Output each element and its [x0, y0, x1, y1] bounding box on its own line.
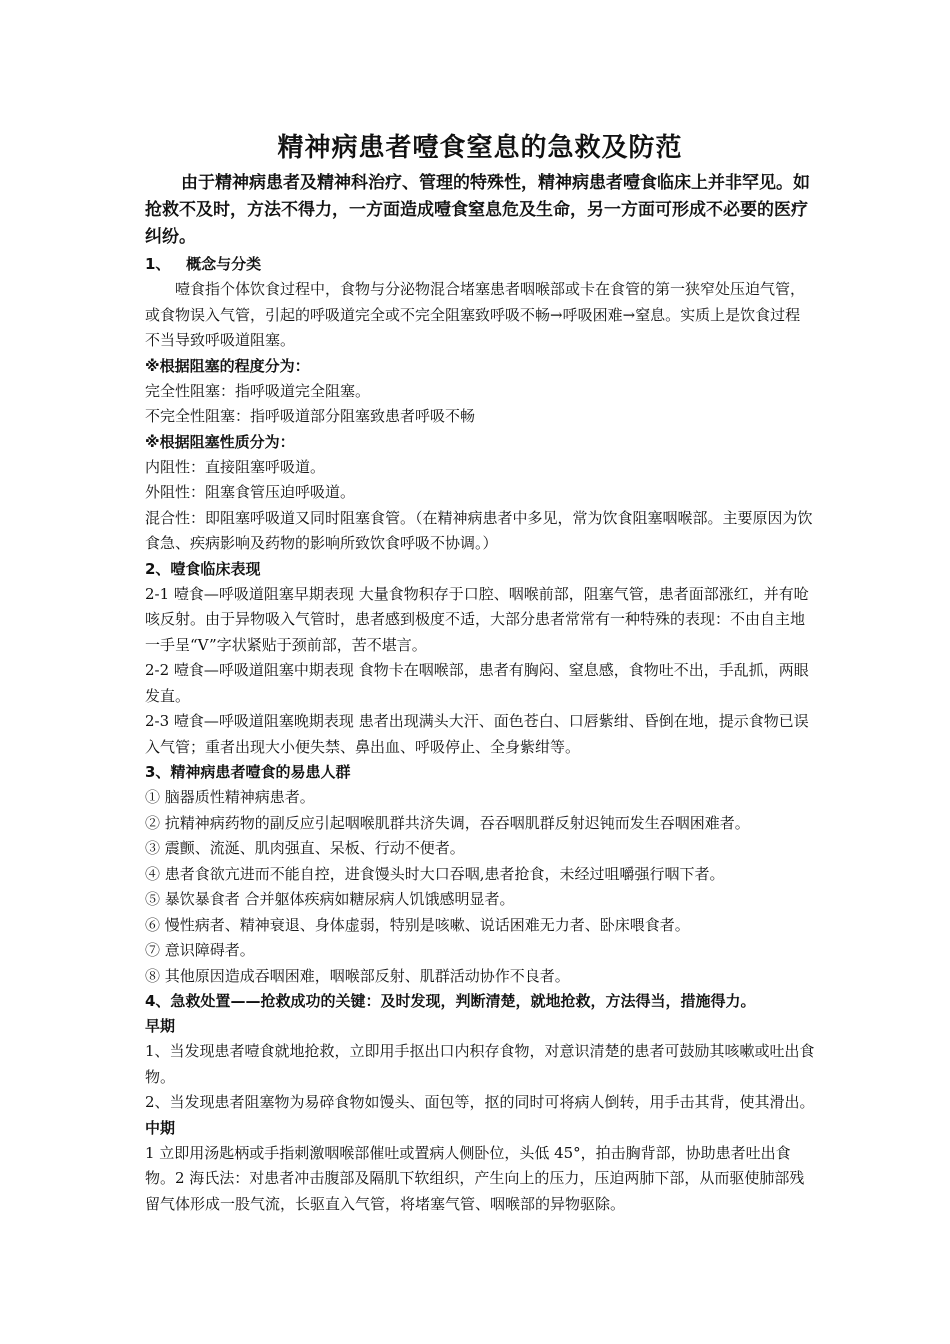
mid-heading: 中期: [145, 1118, 176, 1137]
document-page: [145, 128, 815, 1217]
section-3-heading: 3、精神病患者噎食的易患人群: [145, 763, 351, 781]
list-item: ⑧ 其他原因造成吞咽困难，咽喉部反射、肌群活动协作不良者。: [145, 966, 570, 985]
list-item: 完全性阻塞：指呼吸道完全阻塞。: [145, 381, 371, 400]
early-heading: 早期: [145, 1017, 176, 1035]
definition-paragraph: 噎食指个体饮食过程中，食物与分泌物混合堵塞患者咽喉部或卡在食管的第一狭窄处压迫气管，或食物误入气管，引起的呼吸道完全或不完全阻塞致呼吸不畅→呼吸困难→窒息。实质上是饮食过程不当导致呼吸道阻塞。: [145, 280, 806, 349]
list-item: ⑤ 暴饮暴食者 合并躯体疾病如糖尿病人饥饿感明显者。: [145, 890, 515, 908]
intro-paragraph: 由于精神病患者及精神科治疗、管理的特殊性，精神病患者噎食临床上并非罕见。如抢救不及时，方法不得力，一方面造成噎食窒息危及生命，另一方面可形成不必要的医疗纠纷。: [145, 173, 810, 247]
section-4-heading: 4、急救处置——抢救成功的关键：及时发现，判断清楚，就地抢救，方法得当，措施得力。: [145, 992, 756, 1010]
section-2-heading: 2、噎食临床表现: [145, 559, 261, 578]
page-title: 精神病患者噎食窒息的急救及防范: [277, 133, 683, 163]
list-item: ⑦ 意识障碍者。: [145, 941, 255, 959]
list-item: 2-3 噎食—呼吸道阻塞晚期表现 患者出现满头大汗、面色苍白、口唇紫绀、昏倒在地，提示食物已误入气管；重者出现大小便失禁、鼻出血、呼吸停止、全身紫绀等。: [145, 712, 809, 756]
list-item: 不完全性阻塞：指呼吸道部分阻塞致患者呼吸不畅: [145, 407, 476, 425]
list-item: 2-1 噎食—呼吸道阻塞早期表现 大量食物积存于口腔、咽喉前部，阻塞气管，患者面部涨红，并有呛咳反射。由于异物吸入气管时，患者感到极度不适，大部分患者常常有一种特殊的表现：不由自主地一手呈“V”字状紧贴于颈前部，苦不堪言。: [145, 584, 809, 654]
nature-heading: ※根据阻塞性质分为：: [145, 432, 295, 451]
list-item: ② 抗精神病药物的副反应引起咽喉肌群共济失调，吞吞咽肌群反射迟钝而发生吞咽困难者。: [145, 813, 750, 832]
list-item: ⑥ 慢性病者、精神衰退、身体虚弱，特别是咳嗽、说话困难无力者、卧床喂食者。: [145, 915, 690, 934]
list-item: ④ 患者食欲亢进而不能自控，进食馒头时大口吞咽,患者抢食，未经过咀嚼强行咽下者。: [145, 864, 725, 883]
list-item: 2、当发现患者阻塞物为易碎食物如馒头、面包等，抠的同时可将病人倒转，用手击其背，使其滑出。: [145, 1093, 815, 1111]
list-item: ③ 震颤、流涎、肌肉强直、呆板、行动不便者。: [145, 839, 465, 857]
list-item: 内阻性：直接阻塞呼吸道。: [145, 457, 326, 476]
list-item: 混合性：即阻塞呼吸道又同时阻塞食管。（在精神病患者中多见，常为饮食阻塞咽喉部。主要原因为饮食急、疾病影响及药物的影响所致饮食呼吸不协调。）: [145, 508, 813, 552]
section-1-heading: 1、 概念与分类: [145, 255, 262, 273]
mid-paragraph: 1 立即用汤匙柄或手指刺激咽喉部催吐或置病人侧卧位，头低 45°，拍击胸背部，协助患者吐出食物。2 海氏法：对患者冲击腹部及隔肌下软组织，产生向上的压力，压迫两肺下部，从而驱使肺部残留气体形成一股气流，长驱直入气管，将堵塞气管、咽喉部的异物驱除。: [145, 1143, 805, 1213]
list-item: 外阻性：阻塞食管压迫呼吸道。: [145, 483, 356, 501]
list-item: ① 脑器质性精神病患者。: [145, 788, 315, 806]
list-item: 2-2 噎食—呼吸道阻塞中期表现 食物卡在咽喉部，患者有胸闷、窒息感，食物吐不出，手乱抓，两眼发直。: [145, 661, 809, 705]
list-item: 1、当发现患者噎食就地抢救，立即用手抠出口内积存食物，对意识清楚的患者可鼓励其咳嗽或吐出食物。: [145, 1042, 815, 1086]
degree-heading: ※根据阻塞的程度分为：: [145, 356, 310, 375]
